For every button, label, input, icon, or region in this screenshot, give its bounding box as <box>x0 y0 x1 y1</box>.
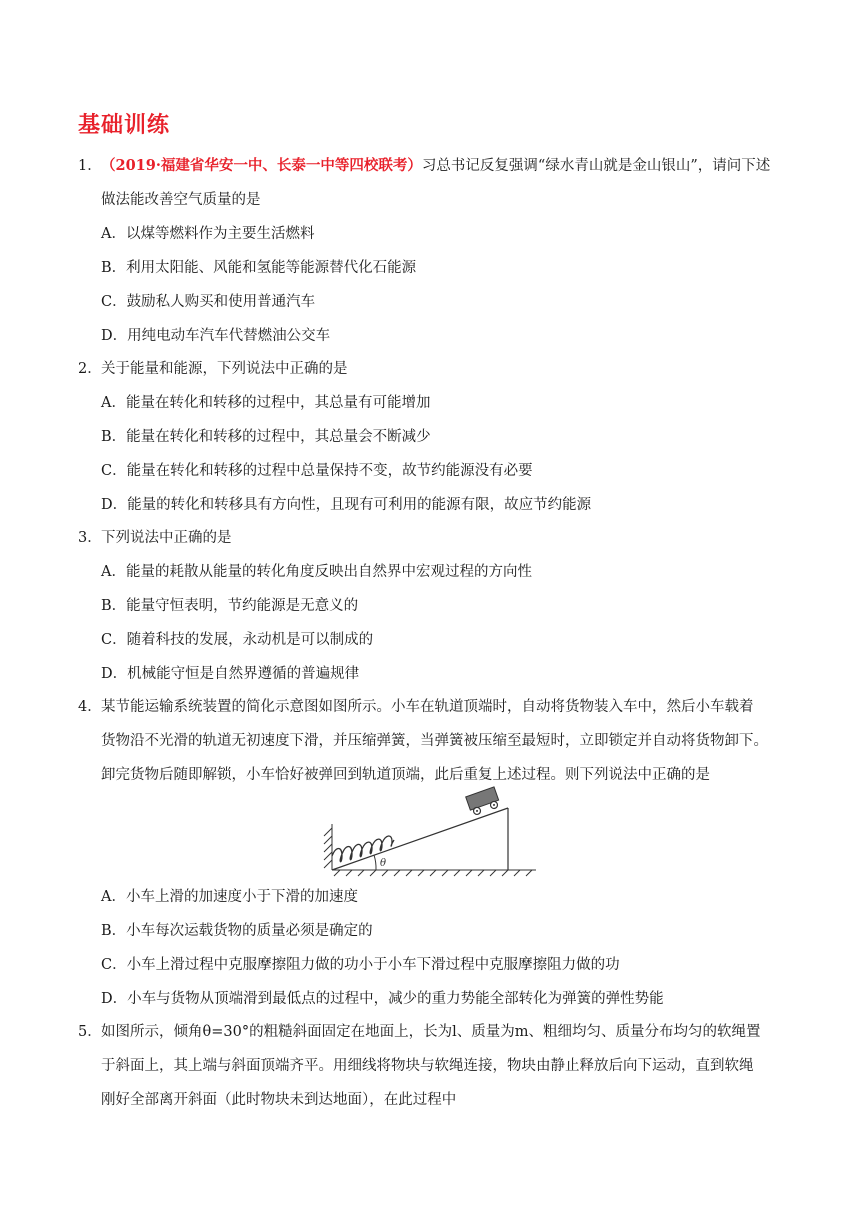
incline <box>332 808 508 870</box>
option-a: A．能量在转化和转移的过程中，其总量有可能增加 <box>101 395 431 411</box>
option-b: B．小车每次运载货物的质量必须是确定的 <box>101 923 373 939</box>
option-b: B．利用太阳能、风能和氢能等能源替代化石能源 <box>101 260 417 276</box>
question-stem-line <box>101 156 770 176</box>
question-number: 1． <box>78 158 102 174</box>
option-b: B．能量在转化和转移的过程中，其总量会不断减少 <box>101 429 431 445</box>
question-number: 2． <box>78 361 102 377</box>
option-d: D．小车与货物从顶端滑到最低点的过程中，减少的重力势能全部转化为弹簧的弹性势能 <box>101 991 664 1007</box>
question-text: 下列说法中正确的是 <box>101 530 232 546</box>
question-text: 某节能运输系统装置的简化示意图如图所示。小车在轨道顶端时，自动将货物装入车中，然后小车载着 <box>101 699 754 715</box>
option-d: D．机械能守恒是自然界遵循的普遍规律 <box>101 666 360 682</box>
option-a: A．以煤等燃料作为主要生活燃料 <box>101 226 315 242</box>
question-text: 刚好全部离开斜面（此时物块未到达地面），在此过程中 <box>101 1092 457 1108</box>
incline-spring-figure <box>318 784 540 880</box>
section-title: 基础训练 <box>78 113 171 138</box>
option-c: C．鼓励私人购买和使用普通汽车 <box>101 294 316 310</box>
option-c: C．小车上滑过程中克服摩擦阻力做的功小于小车下滑过程中克服摩擦阻力做的功 <box>101 957 620 973</box>
option-d: D．用纯电动车汽车代替燃油公交车 <box>101 328 331 344</box>
wall <box>324 824 332 870</box>
option-b: B．能量守恒表明，节约能源是无意义的 <box>101 598 359 614</box>
question-text: 于斜面上，其上端与斜面顶端齐平。用细线将物块与软绳连接，物块由静止释放后向下运动，直到软绳 <box>101 1058 754 1074</box>
option-c: C．能量在转化和转移的过程中总量保持不变，故节约能源没有必要 <box>101 463 533 479</box>
question-text: 做法能改善空气质量的是 <box>101 192 261 208</box>
question-text: 习总书记反复强调“绿水青山就是金山银山”，请问下述 <box>421 158 771 174</box>
option-c: C．随着科技的发展，永动机是可以制成的 <box>101 632 374 648</box>
question-source: （2019·福建省华安一中、长泰一中等四校联考） <box>101 157 422 174</box>
question-number: 4． <box>78 699 102 715</box>
question-text: 关于能量和能源，下列说法中正确的是 <box>101 361 348 377</box>
ground <box>332 870 536 876</box>
question-text: 卸完货物后随即解锁，小车恰好被弹回到轨道顶端，此后重复上述过程。则下列说法中正确的是 <box>101 767 710 783</box>
question-number: 3． <box>78 530 102 546</box>
angle-arc <box>374 855 376 870</box>
option-a: A．能量的耗散从能量的转化角度反映出自然界中宏观过程的方向性 <box>101 564 532 580</box>
option-a: A．小车上滑的加速度小于下滑的加速度 <box>101 889 358 905</box>
angle-label: θ <box>380 858 387 869</box>
question-text: 如图所示，倾角θ=30°的粗糙斜面固定在地面上，长为l、质量为m、粗细均匀、质量分布均匀的软绳置 <box>101 1024 761 1040</box>
question-number: 5． <box>78 1024 102 1040</box>
option-d: D．能量的转化和转移具有方向性，且现有可利用的能源有限，故应节约能源 <box>101 497 592 513</box>
question-text: 货物沿不光滑的轨道无初速度下滑，并压缩弹簧，当弹簧被压缩至最短时，立即锁定并自动将货物卸下。 <box>101 733 768 749</box>
